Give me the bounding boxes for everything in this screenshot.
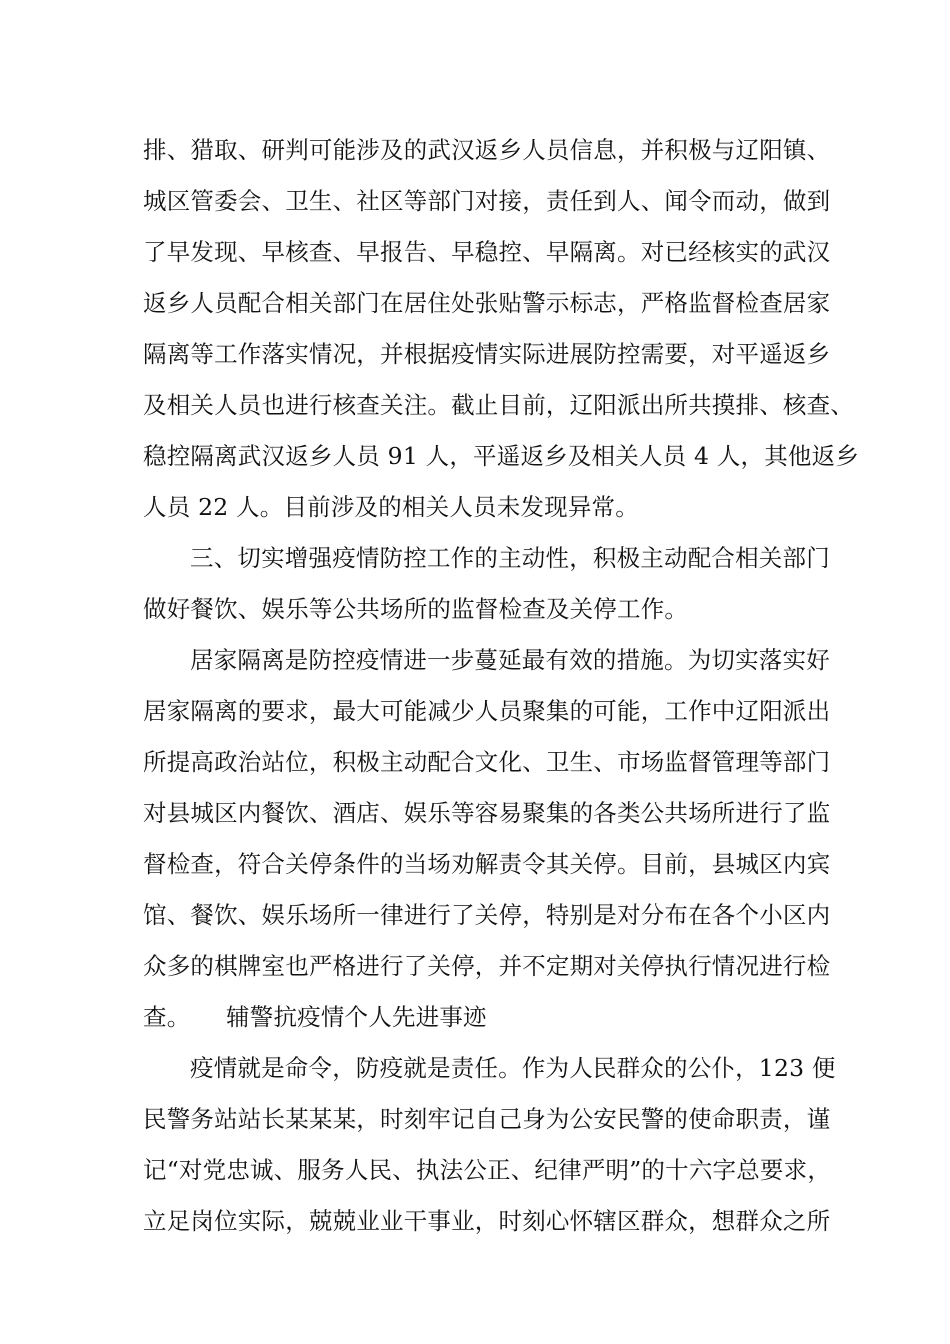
body-text-line: 及相关人员也进行核查关注。截止目前，辽阳派出所共摸排、核查、 bbox=[143, 391, 854, 419]
body-text-line: 立足岗位实际，兢兢业业干事业，时刻心怀辖区群众，想群众之所 bbox=[143, 1207, 831, 1235]
body-text-line: 查。 辅警抗疫情个人先进事迹 bbox=[143, 1003, 487, 1031]
body-text-line: 城区管委会、卫生、社区等部门对接，责任到人、闻令而动，做到 bbox=[143, 187, 831, 215]
body-text-line: 所提高政治站位，积极主动配合文化、卫生、市场监督管理等部门 bbox=[143, 748, 831, 776]
body-text-line: 对县城区内餐饮、酒店、娱乐等容易聚集的各类公共场所进行了监 bbox=[143, 799, 831, 827]
body-text-line: 人员 22 人。目前涉及的相关人员未发现异常。 bbox=[143, 493, 639, 521]
body-text-line: 居家隔离是防控疫情进一步蔓延最有效的措施。为切实落实好 bbox=[190, 646, 830, 674]
body-text-line: 隔离等工作落实情况，并根据疫情实际进展防控需要，对平遥返乡 bbox=[143, 340, 831, 368]
body-text-line: 督检查，符合关停条件的当场劝解责令其关停。目前，县城区内宾 bbox=[143, 850, 831, 878]
body-text-line: 返乡人员配合相关部门在居住处张贴警示标志，严格监督检查居家 bbox=[143, 289, 831, 317]
section-heading-line: 三、切实增强疫情防控工作的主动性，积极主动配合相关部门 bbox=[190, 544, 830, 572]
body-text-line: 排、猎取、研判可能涉及的武汉返乡人员信息，并积极与辽阳镇、 bbox=[143, 136, 831, 164]
body-text-line: 稳控隔离武汉返乡人员 91 人，平遥返乡及相关人员 4 人，其他返乡 bbox=[143, 442, 860, 470]
body-text-line: 疫情就是命令，防疫就是责任。作为人民群众的公仆，123 便 bbox=[190, 1054, 836, 1082]
body-text-line: 众多的棋牌室也严格进行了关停，并不定期对关停执行情况进行检 bbox=[143, 952, 831, 980]
body-text-line: 记“对党忠诚、服务人民、执法公正、纪律严明”的十六字总要求， bbox=[143, 1156, 832, 1184]
body-text-line: 民警务站站长某某某，时刻牢记自己身为公安民警的使命职责，谨 bbox=[143, 1105, 831, 1133]
section-heading-line: 做好餐饮、娱乐等公共场所的监督检查及关停工作。 bbox=[143, 595, 689, 623]
body-text-line: 了早发现、早核查、早报告、早稳控、早隔离。对已经核实的武汉 bbox=[143, 238, 831, 266]
body-text-line: 馆、餐饮、娱乐场所一律进行了关停，特别是对分布在各个小区内 bbox=[143, 901, 831, 929]
body-text-line: 居家隔离的要求，最大可能减少人员聚集的可能，工作中辽阳派出 bbox=[143, 697, 831, 725]
